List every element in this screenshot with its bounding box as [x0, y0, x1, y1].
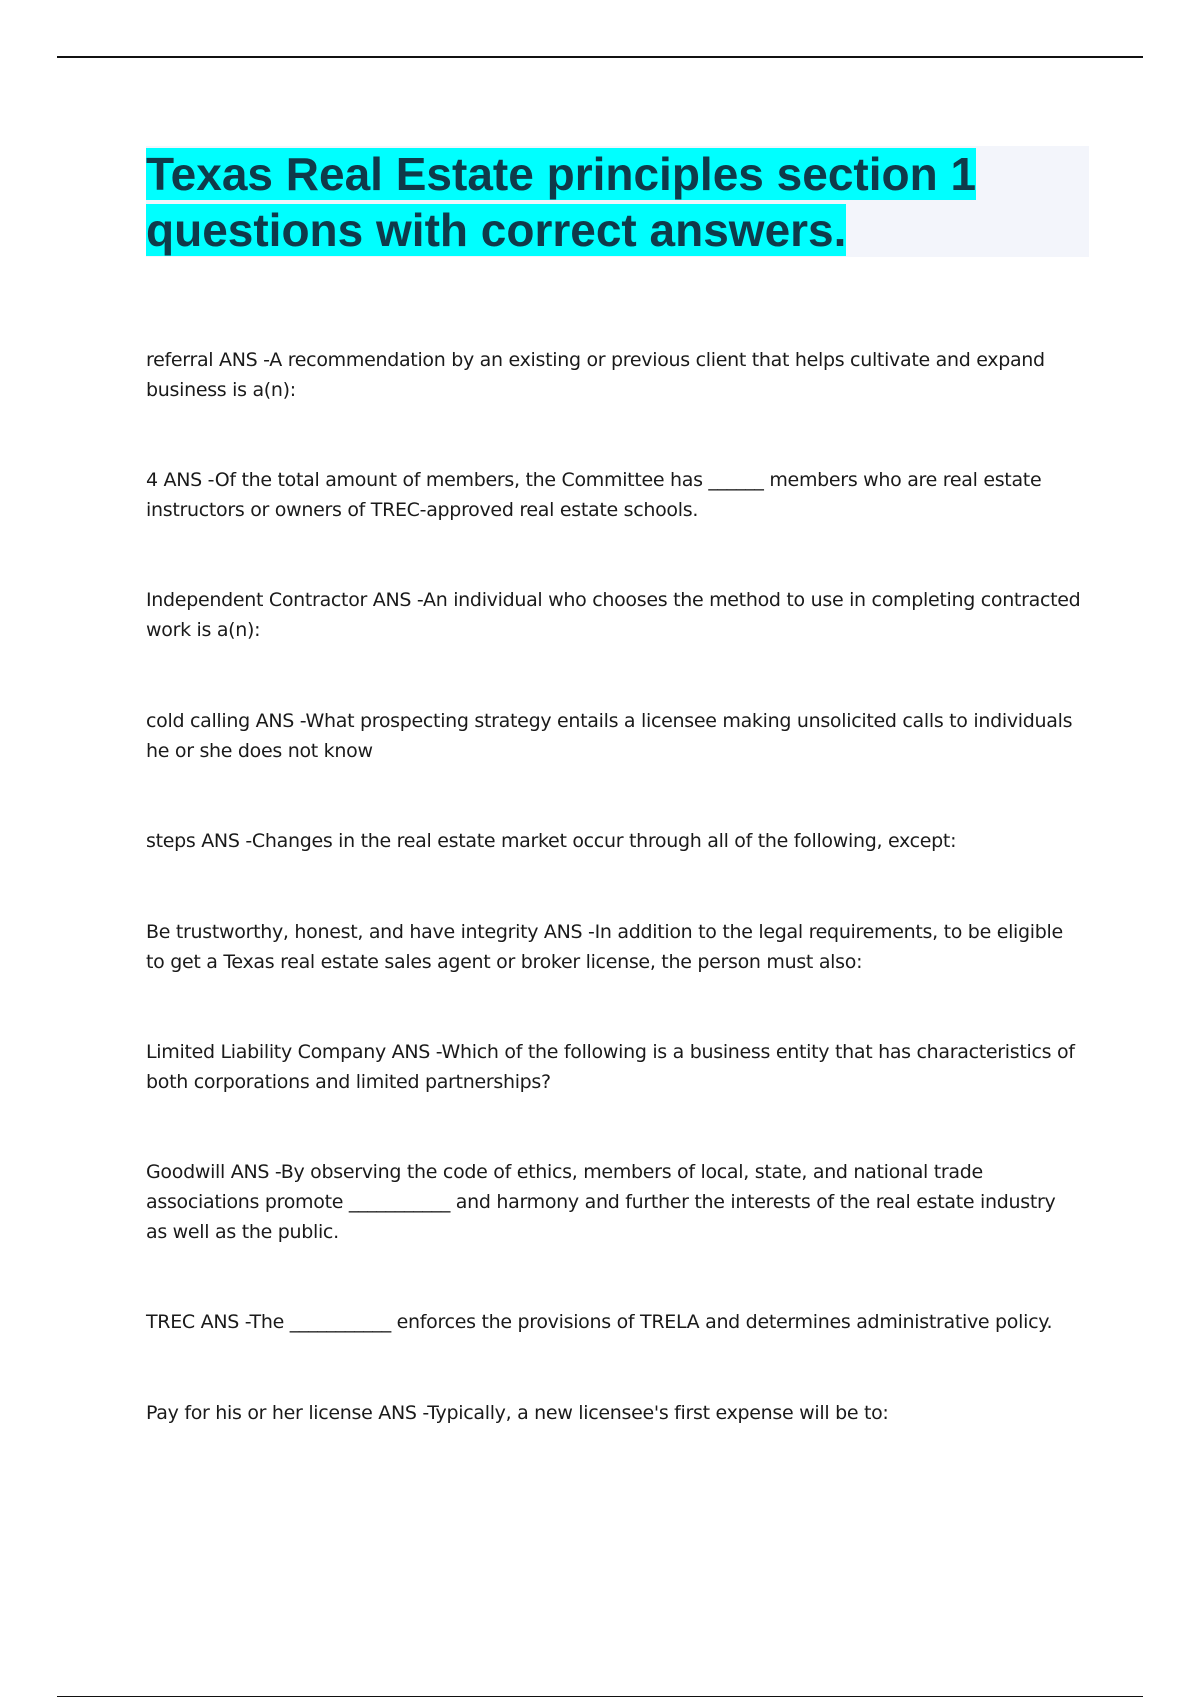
qa-item-trustworthy: Be trustworthy, honest, and have integrity ANS -In addition to the legal requirements, to be eligible to get a Texas real estate sales agent or broker license, the person must also: — [146, 921, 1063, 973]
qa-item-llc: Limited Liability Company ANS -Which of the following is a business entity that has characteristics of both corporations and limited partnerships? — [146, 1041, 1075, 1093]
qa-item-trec: TREC ANS -The ___________ enforces the provisions of TRELA and determines administrative policy. — [146, 1311, 1053, 1333]
title-highlight: Texas Real Estate principles section 1 questions with correct answers. — [146, 148, 977, 256]
bottom-rule — [57, 1696, 1143, 1697]
qa-item-independent-contractor: Independent Contractor ANS -An individual who chooses the method to use in completing contracted work is a(n): — [146, 589, 1081, 641]
qa-item-license-expense: Pay for his or her license ANS -Typically, a new licensee's first expense will be to: — [146, 1402, 889, 1424]
qa-item-cold-calling: cold calling ANS -What prospecting strategy entails a licensee making unsolicited calls to individuals he or she does not know — [146, 710, 1073, 762]
qa-item-committee-members: 4 ANS -Of the total amount of members, the Committee has ______ members who are real estate instructors or owners of TREC-approved real estate schools. — [146, 469, 1042, 521]
qa-item-referral: referral ANS -A recommendation by an existing or previous client that helps cultivate and expand business is a(n): — [146, 349, 1045, 401]
qa-item-goodwill: Goodwill ANS -By observing the code of ethics, members of local, state, and national trade associations promote ___________ and harmony and further the interests of the real estate industry as well as the public. — [146, 1161, 1056, 1243]
document-title — [146, 146, 1046, 258]
qa-item-market-steps: steps ANS -Changes in the real estate market occur through all of the following, except: — [146, 830, 957, 852]
top-rule — [57, 56, 1143, 58]
